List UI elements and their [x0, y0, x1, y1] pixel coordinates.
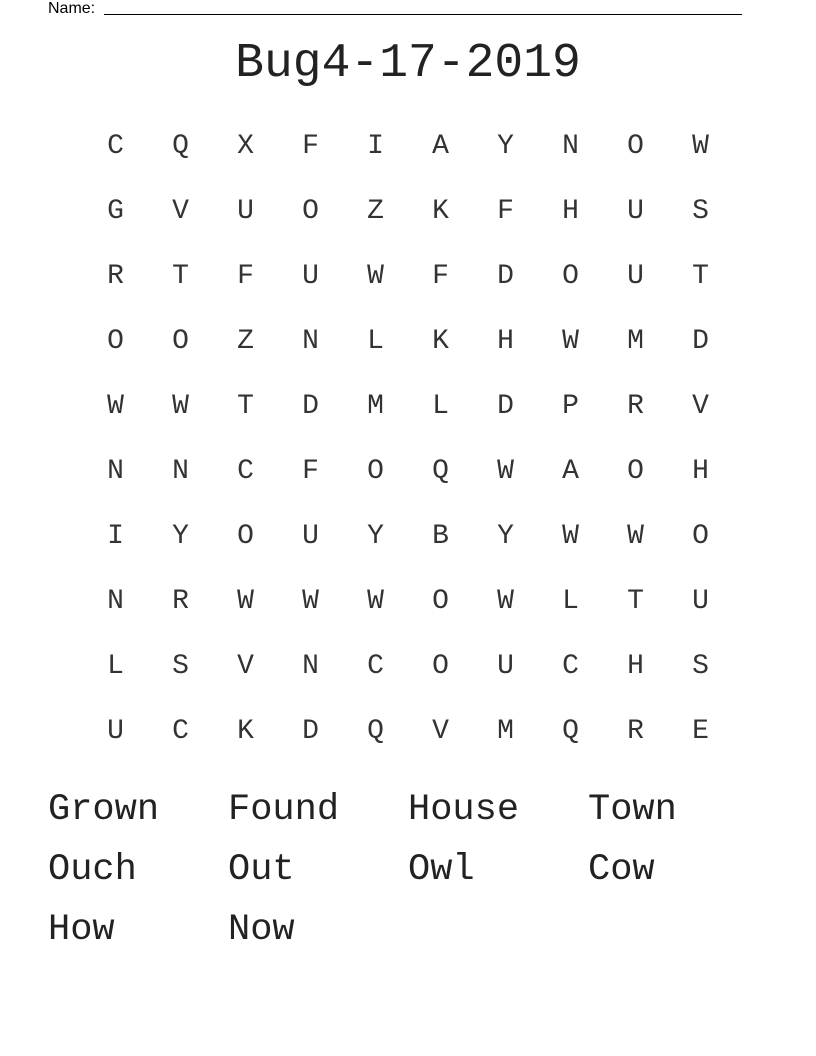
- grid-letter: A: [432, 131, 449, 162]
- grid-letter: W: [497, 456, 514, 487]
- grid-letter: F: [237, 261, 254, 292]
- grid-letter: C: [367, 651, 384, 682]
- grid-letter: K: [237, 716, 254, 747]
- grid-letter: Y: [172, 521, 189, 552]
- grid-letter: M: [497, 716, 514, 747]
- grid-letter: N: [172, 456, 189, 487]
- grid-letter: W: [302, 586, 319, 617]
- grid-letter: T: [627, 586, 644, 617]
- grid-letter: W: [107, 391, 124, 422]
- word-bank-item: Ouch: [48, 849, 137, 891]
- grid-row: [83, 439, 733, 504]
- grid-letter: R: [627, 716, 644, 747]
- grid-letter: F: [432, 261, 449, 292]
- grid-letter: U: [302, 261, 319, 292]
- grid-letter: W: [627, 521, 644, 552]
- grid-letter: X: [237, 131, 254, 162]
- word-bank-item: Found: [228, 789, 340, 831]
- worksheet-title: Bug4-17-2019: [235, 37, 581, 91]
- grid-letter: N: [302, 326, 319, 357]
- grid-letter: N: [107, 456, 124, 487]
- grid-letter: R: [107, 261, 124, 292]
- grid-letter: O: [432, 586, 449, 617]
- grid-letter: W: [692, 131, 709, 162]
- name-row: [48, 0, 748, 20]
- grid-letter: V: [692, 391, 709, 422]
- grid-letter: R: [627, 391, 644, 422]
- word-bank-item: Owl: [408, 849, 475, 891]
- grid-letter: S: [692, 196, 709, 227]
- grid-letter: I: [107, 521, 124, 552]
- word-bank-item: Now: [228, 909, 295, 951]
- grid-letter: O: [627, 456, 644, 487]
- grid-letter: Z: [367, 196, 384, 227]
- grid-letter: V: [237, 651, 254, 682]
- grid-letter: O: [562, 261, 579, 292]
- grid-row: [83, 504, 733, 569]
- grid-letter: Q: [562, 716, 579, 747]
- grid-letter: O: [367, 456, 384, 487]
- grid-letter: O: [237, 521, 254, 552]
- grid-letter: W: [237, 586, 254, 617]
- grid-letter: O: [692, 521, 709, 552]
- grid-letter: V: [432, 716, 449, 747]
- grid-letter: W: [562, 521, 579, 552]
- grid-letter: Q: [432, 456, 449, 487]
- grid-letter: O: [432, 651, 449, 682]
- grid-letter: K: [432, 326, 449, 357]
- grid-letter: H: [497, 326, 514, 357]
- grid-letter: C: [237, 456, 254, 487]
- grid-letter: E: [692, 716, 709, 747]
- word-bank-item: How: [48, 909, 115, 951]
- grid-letter: Y: [497, 131, 514, 162]
- grid-letter: F: [302, 456, 319, 487]
- grid-row: [83, 374, 733, 439]
- grid-letter: W: [367, 261, 384, 292]
- grid-letter: C: [107, 131, 124, 162]
- grid-letter: B: [432, 521, 449, 552]
- grid-letter: R: [172, 586, 189, 617]
- word-bank-item: Cow: [588, 849, 655, 891]
- grid-row: [83, 309, 733, 374]
- grid-letter: D: [692, 326, 709, 357]
- grid-letter: F: [497, 196, 514, 227]
- grid-letter: Q: [367, 716, 384, 747]
- grid-letter: C: [562, 651, 579, 682]
- grid-row: [83, 569, 733, 634]
- grid-letter: C: [172, 716, 189, 747]
- grid-letter: U: [627, 196, 644, 227]
- grid-letter: N: [562, 131, 579, 162]
- grid-letter: T: [172, 261, 189, 292]
- grid-letter: T: [692, 261, 709, 292]
- grid-letter: Q: [172, 131, 189, 162]
- grid-letter: U: [302, 521, 319, 552]
- grid-letter: O: [107, 326, 124, 357]
- grid-letter: Y: [367, 521, 384, 552]
- grid-letter: T: [237, 391, 254, 422]
- grid-letter: H: [562, 196, 579, 227]
- word-bank-row: [48, 900, 768, 960]
- grid-letter: W: [367, 586, 384, 617]
- grid-letter: O: [172, 326, 189, 357]
- grid-letter: U: [497, 651, 514, 682]
- grid-letter: U: [627, 261, 644, 292]
- grid-letter: L: [432, 391, 449, 422]
- grid-letter: D: [302, 391, 319, 422]
- grid-letter: D: [302, 716, 319, 747]
- grid-letter: S: [172, 651, 189, 682]
- grid-letter: W: [497, 586, 514, 617]
- grid-letter: W: [562, 326, 579, 357]
- word-bank-item: Out: [228, 849, 295, 891]
- grid-letter: N: [107, 586, 124, 617]
- grid-letter: Z: [237, 326, 254, 357]
- grid-letter: H: [627, 651, 644, 682]
- grid-letter: U: [237, 196, 254, 227]
- word-bank-row: [48, 840, 768, 900]
- word-bank-row: [48, 780, 768, 840]
- name-label: Name:: [48, 0, 96, 17]
- grid-letter: L: [367, 326, 384, 357]
- word-bank: [48, 780, 768, 960]
- grid-letter: V: [172, 196, 189, 227]
- grid-letter: M: [627, 326, 644, 357]
- grid-letter: N: [302, 651, 319, 682]
- grid-letter: W: [172, 391, 189, 422]
- grid-letter: K: [432, 196, 449, 227]
- grid-letter: O: [627, 131, 644, 162]
- word-search-grid: [83, 114, 733, 764]
- grid-row: [83, 244, 733, 309]
- grid-row: [83, 179, 733, 244]
- grid-row: [83, 114, 733, 179]
- grid-letter: D: [497, 261, 514, 292]
- grid-letter: H: [692, 456, 709, 487]
- grid-letter: D: [497, 391, 514, 422]
- grid-letter: P: [562, 391, 579, 422]
- word-bank-item: Town: [588, 789, 677, 831]
- grid-letter: O: [302, 196, 319, 227]
- word-bank-item: Grown: [48, 789, 160, 831]
- grid-letter: G: [107, 196, 124, 227]
- name-write-line: [104, 14, 742, 15]
- grid-letter: M: [367, 391, 384, 422]
- grid-letter: U: [107, 716, 124, 747]
- grid-row: [83, 699, 733, 764]
- grid-letter: S: [692, 651, 709, 682]
- grid-row: [83, 634, 733, 699]
- grid-letter: L: [107, 651, 124, 682]
- grid-letter: A: [562, 456, 579, 487]
- grid-letter: F: [302, 131, 319, 162]
- grid-letter: U: [692, 586, 709, 617]
- grid-letter: Y: [497, 521, 514, 552]
- grid-letter: I: [367, 131, 384, 162]
- grid-letter: L: [562, 586, 579, 617]
- word-bank-item: House: [408, 789, 520, 831]
